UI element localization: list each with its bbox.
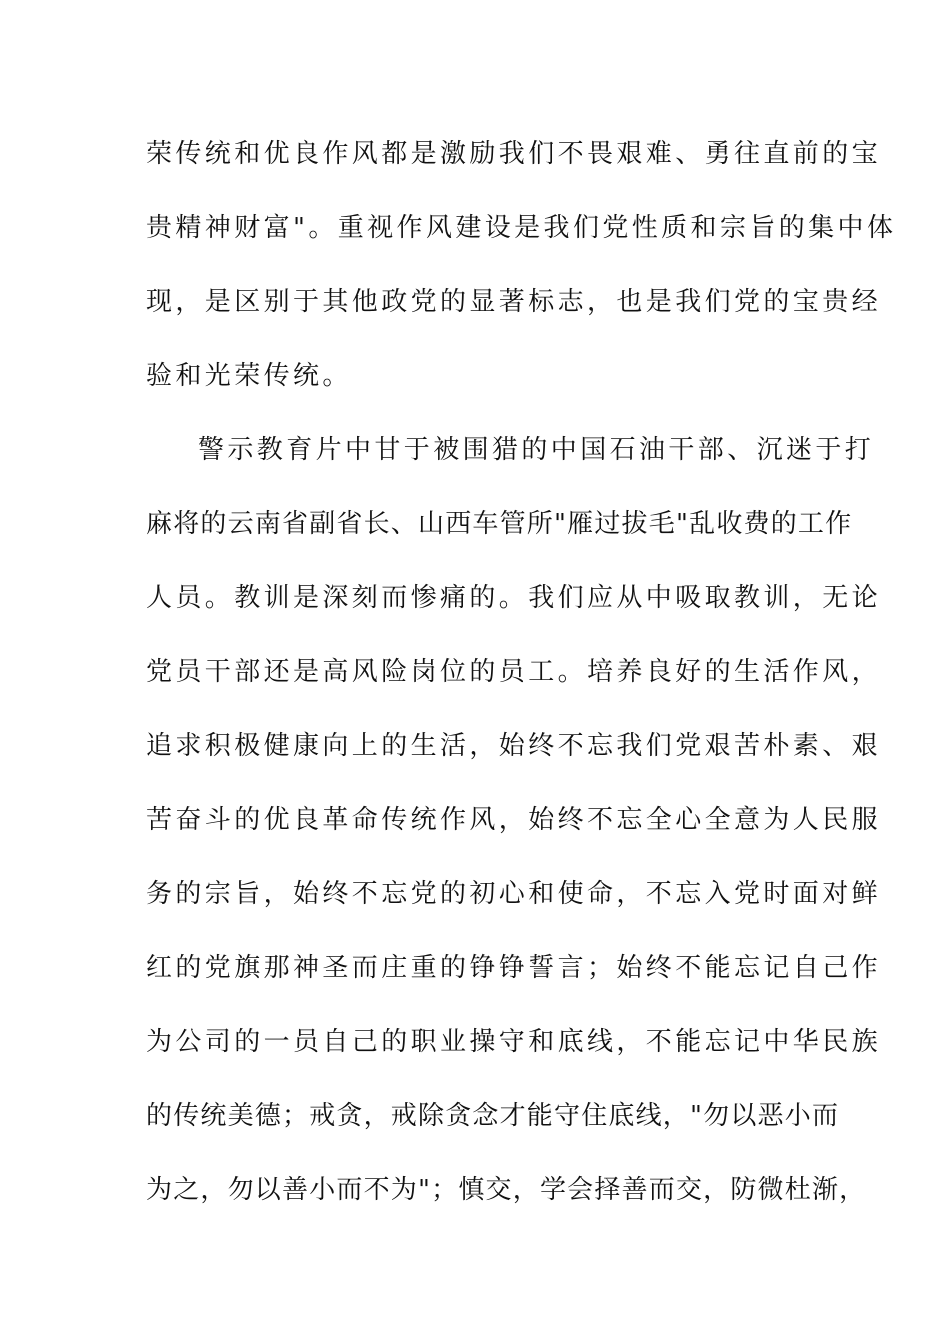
text-line: 为之，勿以善小而不为"；慎交，学会择善而交，防微杜渐， (146, 1175, 867, 1205)
text-line: 红的党旗那神圣而庄重的铮铮誓言；始终不能忘记自己作 (146, 953, 882, 983)
text-line: 为公司的一员自己的职业操守和底线，不能忘记中华民族 (146, 1027, 882, 1057)
body-text (146, 124, 897, 1234)
text-line: 麻将的云南省副省长、山西车管所"雁过拔毛"乱收费的工作 (146, 509, 853, 539)
text-line: 验和光荣传统。 (146, 361, 352, 391)
text-line: 党员干部还是高风险岗位的员工。培养良好的生活作风， (146, 657, 882, 687)
text-line: 人员。教训是深刻而惨痛的。我们应从中吸取教训，无论 (146, 583, 882, 613)
text-line: 苦奋斗的优良革命传统作风，始终不忘全心全意为人民服 (146, 805, 882, 835)
text-line: 荣传统和优良作风都是激励我们不畏艰难、勇往直前的宝 (146, 139, 882, 169)
text-line: 现，是区别于其他政党的显著标志，也是我们党的宝贵经 (146, 287, 882, 317)
text-line: 务的宗旨，始终不忘党的初心和使命，不忘入党时面对鲜 (146, 879, 882, 909)
text-line: 追求积极健康向上的生活，始终不忘我们党艰苦朴素、艰 (146, 731, 882, 761)
text-line: 的传统美德；戒贪，戒除贪念才能守住底线，"勿以恶小而 (146, 1101, 840, 1131)
paragraph-first-line: 警示教育片中甘于被围猎的中国石油干部、沉迷于打 (198, 435, 875, 465)
text-line: 贵精神财富"。重视作风建设是我们党性质和宗旨的集中体 (146, 213, 897, 243)
